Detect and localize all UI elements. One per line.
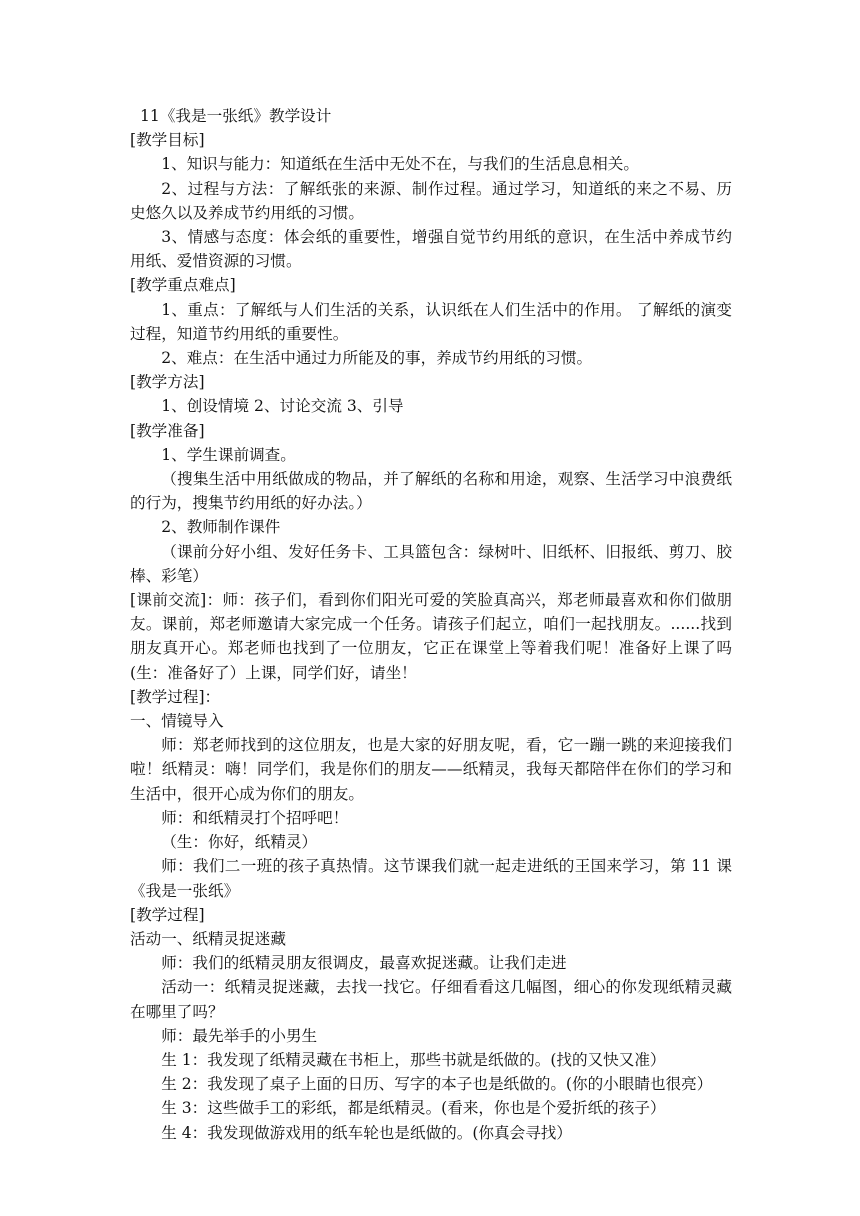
paragraph: （课前分好小组、发好任务卡、工具篮包含：绿树叶、旧纸杯、旧报纸、剪刀、胶棒、彩笔） bbox=[130, 542, 732, 585]
paragraph: 师：郑老师找到的这位朋友，也是大家的好朋友呢，看，它一蹦一跳的来迎接我们啦！纸精灵：嗨！同学们，我是你们的朋友——纸精灵，我每天都陪伴在你们的学习和生活中，很开心成为你们的朋友。 bbox=[130, 736, 732, 803]
section-heading-key-points: [教学重点难点] bbox=[130, 276, 236, 295]
paragraph: 1、创设情境 2、讨论交流 3、引导 bbox=[161, 397, 404, 416]
paragraph: 师：我们二一班的孩子真热情。这节课我们就一起走进纸的王国来学习，第 11 课《我是一张纸》 bbox=[130, 857, 732, 900]
paragraph: 生 1：我发现了纸精灵藏在书柜上，那些书就是纸做的。(找的又快又准） bbox=[161, 1050, 666, 1069]
paragraph-pre-class-exchange: [课前交流]：师：孩子们，看到你们阳光可爱的笑脸真高兴，郑老师最喜欢和你们做朋友。课前，郑老师邀请大家完成一个任务。请孩子们起立，咱们一起找朋友。......找到朋友真开心。郑老师也找到了一位朋友，它正在课堂上等着我们呢！准备好上课了吗(生：准备好了）上课，同学们好，请坐！ bbox=[130, 591, 732, 682]
paragraph: 2、难点：在生活中通过力所能及的事，养成节约用纸的习惯。 bbox=[161, 349, 593, 368]
paragraph: 师：最先举手的小男生 bbox=[161, 1026, 318, 1045]
paragraph: 生 2：我发现了桌子上面的日历、写字的本子也是纸做的。(你的小眼睛也很亮） bbox=[161, 1075, 713, 1094]
document-title: 11《我是一张纸》教学设计 bbox=[140, 107, 332, 125]
paragraph: 1、学生课前调查。 bbox=[161, 445, 296, 464]
paragraph: （生：你好，纸精灵） bbox=[161, 833, 318, 852]
subsection-heading: 活动一、纸精灵捉迷藏 bbox=[130, 929, 286, 948]
paragraph: 师：我们的纸精灵朋友很调皮，最喜欢捉迷藏。让我们走进 bbox=[161, 954, 567, 973]
paragraph: 3、情感与态度：体会纸的重要性，增强自觉节约用纸的意识，在生活中养成节约用纸、爱惜资源的习惯。 bbox=[130, 228, 732, 271]
paragraph: 2、过程与方法：了解纸张的来源、制作过程。通过学习，知道纸的来之不易、历史悠久以及养成节约用纸的习惯。 bbox=[130, 179, 732, 222]
paragraph: （搜集生活中用纸做成的物品，并了解纸的名称和用途，观察、生活学习中浪费纸的行为，搜集节约用纸的好办法。） bbox=[130, 470, 732, 513]
paragraph: 1、知识与能力：知道纸在生活中无处不在，与我们的生活息息相关。 bbox=[161, 155, 639, 174]
document-body bbox=[130, 104, 732, 1145]
paragraph: 活动一：纸精灵捉迷藏，去找一找它。仔细看看这几幅图，细心的你发现纸精灵藏在哪里了吗？ bbox=[130, 978, 732, 1021]
section-heading-process: [教学过程]： bbox=[130, 687, 221, 706]
paragraph: 生 4：我发现做游戏用的纸车轮也是纸做的。(你真会寻找） bbox=[161, 1123, 572, 1142]
section-heading-methods: [教学方法] bbox=[130, 373, 205, 392]
paragraph: 1、重点：了解纸与人们生活的关系，认识纸在人们生活中的作用。 了解纸的演变过程，知道节约用纸的重要性。 bbox=[130, 300, 732, 343]
section-heading-preparation: [教学准备] bbox=[130, 421, 205, 440]
section-heading-objectives: [教学目标] bbox=[130, 131, 205, 150]
paragraph: 师：和纸精灵打个招呼吧！ bbox=[161, 808, 349, 827]
subsection-heading: 一、情镜导入 bbox=[130, 712, 224, 731]
paragraph: 2、教师制作课件 bbox=[161, 518, 281, 537]
section-heading-process-2: [教学过程] bbox=[130, 905, 205, 924]
paragraph: 生 3：这些做手工的彩纸，都是纸精灵。(看来，你也是个爱折纸的孩子） bbox=[161, 1099, 666, 1118]
